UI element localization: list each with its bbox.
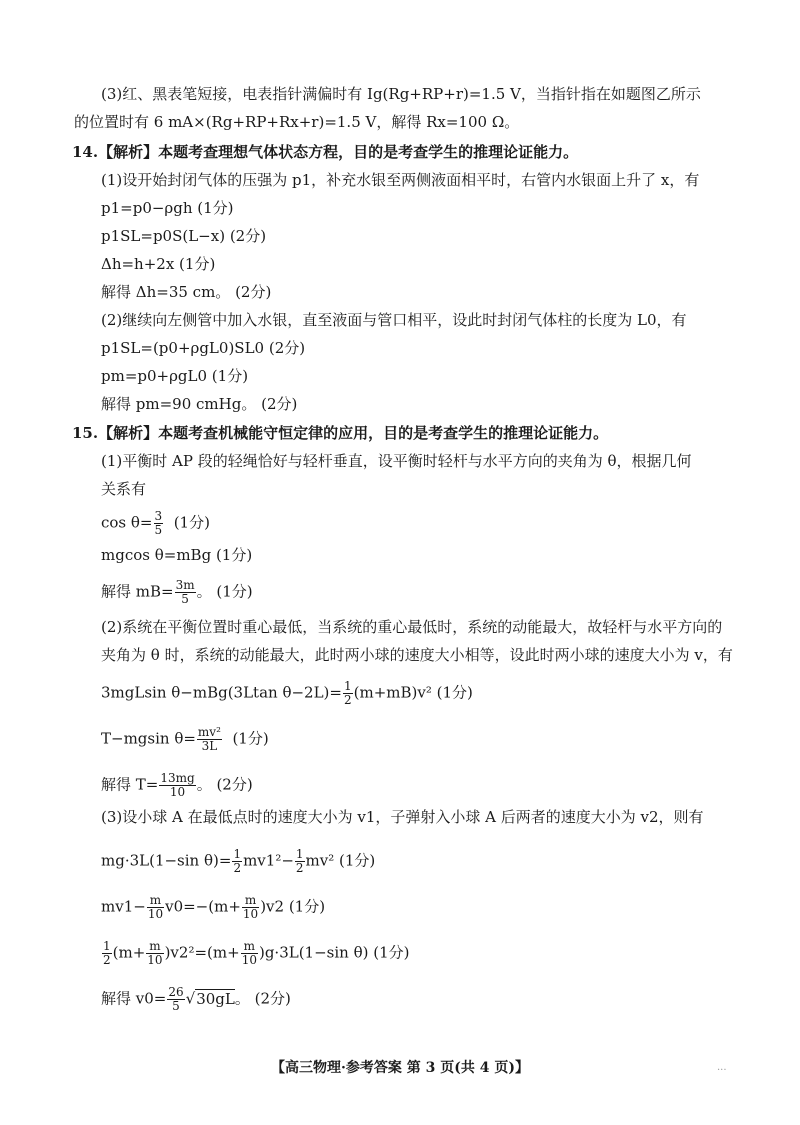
scan-speck: ... (717, 1062, 727, 1073)
equation-line (101, 939, 410, 967)
fraction-numerator: 1 (295, 847, 304, 861)
fraction-denominator: 10 (241, 953, 257, 967)
equation-line (101, 893, 326, 921)
equation-text: 解得 T= (101, 775, 159, 794)
equation-text: (m+mB)v² (1分) (353, 683, 473, 702)
score-text: 。 (2分) (234, 989, 291, 1008)
text-line: 夹角为 θ 时，系统的动能最大，此时两小球的速度大小相等，设此时两小球的速度大小为 v，有 (101, 646, 733, 664)
text-line: (1)平衡时 AP 段的轻绳恰好与轻杆垂直，设平衡时轻杆与水平方向的夹角为 θ，根据几何 (101, 452, 692, 470)
fraction (167, 986, 184, 1013)
result-line (101, 771, 253, 799)
text-line: (1)设开始封闭气体的压强为 p1，补充水银至两侧液面相平时，右管内水银面上升了 x，有 (101, 171, 700, 189)
fraction-denominator: 5 (172, 999, 180, 1013)
fraction-denominator: 10 (242, 907, 259, 921)
fraction-denominator: 10 (147, 907, 164, 921)
equation-line: p1SL=(p0+ρgL0)SL0 (2分) (101, 339, 306, 357)
fraction (154, 510, 164, 537)
fraction-denominator: 2 (295, 861, 304, 875)
equation-text: 解得 v0= (101, 989, 167, 1008)
fraction (295, 848, 305, 875)
score-text: 。 (1分) (196, 582, 253, 601)
equation-text: v0=−(m+ (165, 897, 241, 916)
equation-text: mg·3L(1−sin θ)= (101, 851, 232, 870)
fraction-numerator: mv² (197, 725, 221, 739)
equation-line: mgcos θ=mBg (1分) (101, 546, 253, 564)
text-line: (3)红、黑表笔短接，电表指针满偏时有 Ig(Rg+RP+r)=1.5 V，当指针指在如题图乙所示 (101, 85, 701, 103)
equation-line: Δh=h+2x (1分) (101, 255, 216, 273)
section-heading-15: 15.【解析】本题考查机械能守恒定律的应用，目的是考查学生的推理论证能力。 (72, 424, 609, 442)
score-text: 。 (2分) (196, 775, 253, 794)
page-footer: 【高三物理·参考答案 第 3 页(共 4 页)】 (271, 1060, 529, 1076)
fraction (159, 772, 195, 799)
fraction (232, 848, 242, 875)
score-text: (1分) (232, 729, 269, 748)
equation-text: mv1²− (243, 851, 294, 870)
equation-line (101, 509, 210, 537)
result-line: 解得 pm=90 cmHg。 (2分) (101, 395, 298, 413)
text-line: (3)设小球 A 在最低点时的速度大小为 v1，子弹射入小球 A 后两者的速度大小为 v2，则有 (101, 808, 704, 826)
equation-line: p1=p0−ρgh (1分) (101, 199, 234, 217)
equation-text: cos θ= (101, 513, 153, 532)
equation-text: 3mgLsin θ−mBg(3Ltan θ−2L)= (101, 683, 342, 702)
result-line (101, 578, 253, 606)
score-text: (1分) (173, 513, 210, 532)
equation-text: )v2²=(m+ (164, 943, 240, 962)
fraction (102, 940, 112, 967)
fraction-denominator: 2 (103, 953, 111, 967)
equation-line (101, 725, 269, 753)
equation-line (101, 679, 473, 707)
equation-text: )g·3L(1−sin θ) (1分) (258, 943, 410, 962)
fraction-denominator: 10 (169, 785, 186, 799)
fraction-denominator: 2 (233, 861, 242, 875)
result-line: 解得 Δh=35 cm。 (2分) (101, 283, 272, 301)
fraction (343, 680, 353, 707)
text-line: (2)继续向左侧管中加入水银，直至液面与管口相平，设此时封闭气体柱的长度为 L0，有 (101, 311, 687, 329)
fraction (175, 579, 196, 606)
equation-text: )v2 (1分) (260, 897, 326, 916)
equation-line: p1SL=p0S(L−x) (2分) (101, 227, 267, 245)
fraction-denominator: 3L (201, 739, 218, 753)
fraction-numerator: 26 (168, 985, 184, 999)
fraction-numerator: 3 (154, 509, 163, 523)
fraction-numerator: 1 (103, 939, 111, 953)
fraction-numerator: 13mg (160, 771, 195, 785)
fraction-numerator: m (241, 940, 258, 954)
fraction-numerator: 3m (175, 578, 195, 592)
fraction (147, 894, 164, 921)
fraction (197, 726, 222, 753)
equation-text: mv1− (101, 897, 146, 916)
fraction-numerator: 1 (233, 847, 242, 861)
equation-line (101, 847, 376, 875)
result-line (101, 985, 291, 1013)
fraction-denominator: 5 (154, 523, 163, 537)
fraction-numerator: m (242, 894, 259, 908)
section-heading-14: 14.【解析】本题考查理想气体状态方程，目的是考查学生的推理论证能力。 (72, 143, 579, 161)
equation-text: mv² (1分) (305, 851, 376, 870)
equation-line: pm=p0+ρgL0 (1分) (101, 367, 249, 385)
fraction (146, 940, 163, 967)
fraction-denominator: 5 (181, 592, 189, 606)
fraction (241, 940, 258, 967)
sqrt-symbol: √ (185, 989, 196, 1008)
text-line: (2)系统在平衡位置时重心最低，当系统的重心最低时，系统的动能最大，故轻杆与水平方向的 (101, 618, 723, 636)
fraction-numerator: m (147, 894, 164, 908)
fraction-denominator: 10 (147, 953, 163, 967)
equation-text: (m+ (112, 943, 146, 962)
fraction (242, 894, 259, 921)
equation-text: T−mgsin θ= (101, 729, 196, 748)
fraction-numerator: 1 (343, 679, 352, 693)
radicand: 30gL (196, 989, 235, 1008)
text-line: 的位置时有 6 mA×(Rg+RP+Rx+r)=1.5 V，解得 Rx=100 Ω。 (74, 113, 520, 131)
text-line: 关系有 (101, 480, 147, 498)
fraction-numerator: m (146, 940, 163, 954)
fraction-denominator: 2 (343, 693, 352, 707)
equation-text: 解得 mB= (101, 582, 174, 601)
